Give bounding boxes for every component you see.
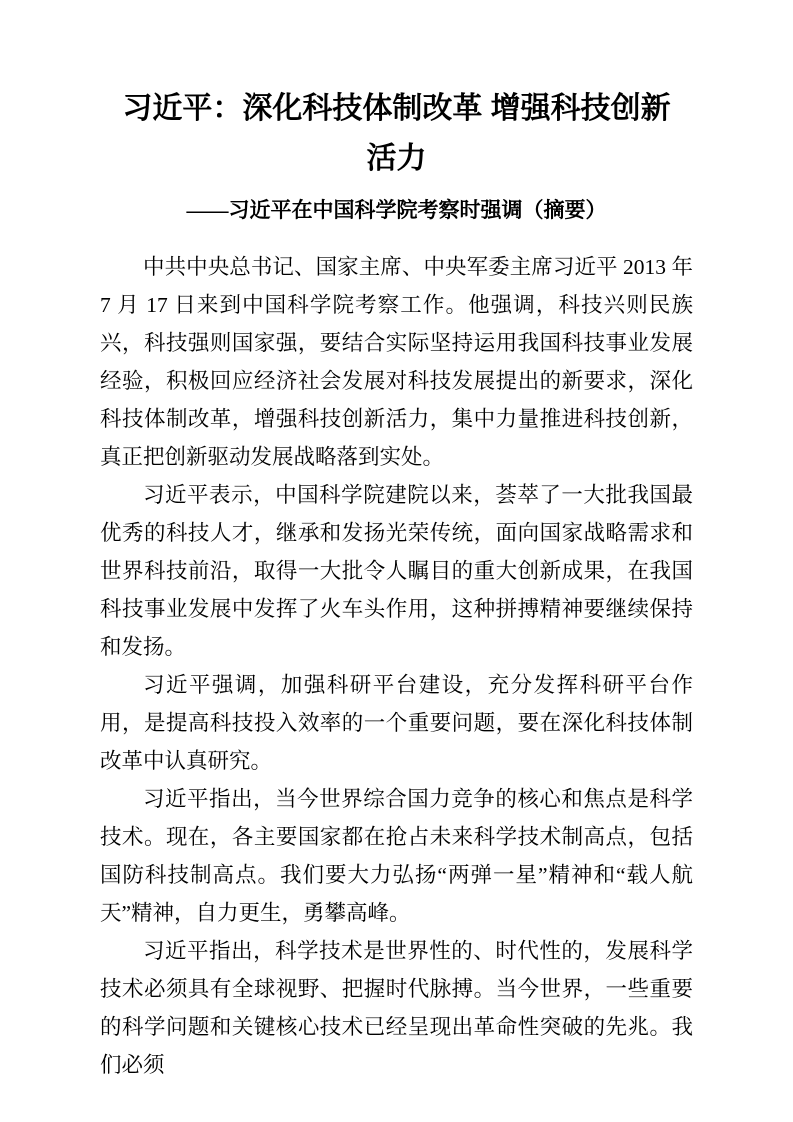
paragraph: 中共中央总书记、国家主席、中央军委主席习近平 2013 年 7 月 17 日来到中国科学院考察工作。他强调，科技兴则民族兴，科技强则国家强，要结合实际坚持运用我国科技事业发展经验，积极回应经济社会发展对科技发展提出的新要求，深化科技体制改革，增强科技创新活力，集中力量推进科技创新，真正把创新驱动发展战略落到实处。 — [100, 255, 693, 469]
document-subtitle: ——习近平在中国科学院考察时强调（摘要） — [186, 198, 607, 222]
paragraph: 习近平指出，科学技术是世界性的、时代性的，发展科学技术必须具有全球视野、把握时代脉搏。当今世界，一些重要的科学问题和关键核心技术已经呈现出革命性突破的先兆。我们必须 — [100, 939, 693, 1077]
paragraph: 习近平指出，当今世界综合国力竞争的核心和焦点是科学技术。现在，各主要国家都在抢占未来科学技术制高点，包括国防科技制高点。我们要大力弘扬“两弹一星”精神和“载人航天”精神，自力更生，勇攀高峰。 — [100, 787, 693, 925]
document-body — [100, 248, 693, 1084]
paragraph: 习近平强调，加强科研平台建设，充分发挥科研平台作用，是提高科技投入效率的一个重要问题，要在深化科技体制改革中认真研究。 — [100, 673, 693, 773]
document-title: 习近平：深化科技体制改革 增强科技创新活力 — [122, 92, 671, 175]
paragraph: 习近平表示，中国科学院建院以来，荟萃了一大批我国最优秀的科技人才，继承和发扬光荣传统，面向国家战略需求和世界科技前沿，取得一大批令人瞩目的重大创新成果，在我国科技事业发展中发挥了火车头作用，这种拼搏精神要继续保持和发扬。 — [100, 483, 693, 659]
